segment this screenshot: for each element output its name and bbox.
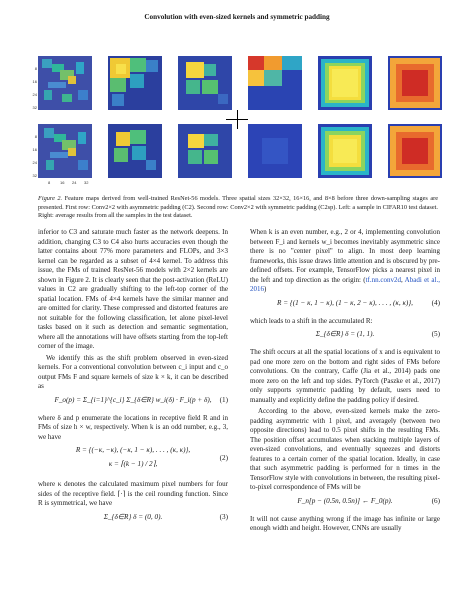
link-tf-conv2d[interactable]: tf.nn.conv2d [365,275,401,284]
equation-5: Σ_{δ∈R} δ = (1, 1). (5) [315,330,440,338]
left-column [38,228,228,531]
equation-2: R = {(−κ, −κ), (−κ, 1 − κ), . . . , (κ, κ)}, κ = ⌈(k − 1) / 2⌉, (2) [75,446,228,468]
figure-row-c2 [32,56,438,110]
paragraph: According to the above, even-sized kernels make the zero-padding asymmetric with 1 pixel, and averagely (between two opposite directions) lead to 0.5 pixel shifts in the resulting FMs. The position offset accumulates when stacking multiple layers of even-sized convolutions, and eventually squeezes and distorts features to a certain corner of the spatial location. Ideally, in case that such asymmetric padding is performed for n times in the TensorFlow style with convolutions in between, the resulting pixel-to-pixel correspondence of FMs will be [250,407,440,491]
figure-caption [38,195,438,221]
feature-map-panel [388,124,442,178]
caption-text: Feature maps derived from well-trained ResNet-56 models. Three spatial sizes 32×32, 16×16, and 8×8 before three down-sampling stages are presented. First row: Conv2×2 with asymmetric padding (C2). Second row: Conv2×2 with symmetric padding (C2sp). Left: a sample in CIFAR10 test dataset. Right: average results from all the samples in the test dataset. [38,195,439,220]
paragraph: which leads to a shift in the accumulated R: [250,316,373,325]
paragraph: We identify this as the shift problem observed in even-sized kernels. For a conventional convolution between c_i input and c_o output FMs F and square kernels of size k × k, it can be described as [38,353,228,390]
feature-map-panel [38,56,92,110]
equation-6: F_n[p − (0.5n, 0.5n)] ← F_0(p). (6) [297,496,440,505]
paragraph: where δ and p enumerate the locations in receptive field R and in FMs of size h × w, respectively. When k is an odd number, e.g., 3, we have [38,413,228,441]
paragraph: It will not cause anything wrong if the image has infinite or large enough width and height. However, CNNs are usually [250,514,440,532]
caption-label: Figure 2. [38,195,63,202]
link-abadi-citation[interactable]: Abadi et al., 2016 [250,275,440,293]
running-head: Convolution with even-sized kernels and symmetric padding [144,13,330,21]
feature-map-panel [318,124,372,178]
paragraph: where κ denotes the calculated maximum pixel numbers for four sides of the receptive field. ⌈·⌉ is the ceil rounding function. Since R is symmetrical, we have [38,480,228,507]
figure-row-c2sp [32,124,438,185]
feature-map-panel [178,56,232,110]
feature-map-panel [318,56,372,110]
feature-map-panel [178,124,232,178]
equation-3: Σ_{δ∈R} δ = (0, 0). (3) [103,512,228,521]
equation-4: R = {(1 − κ, 1 − κ), (1 − κ, 2 − κ), . . . , (κ, κ)}, (4) [277,298,440,307]
paragraph: When k is an even number, e.g., 2 or 4, implementing convolution between F_i and kernels w_i becomes inevitably asymmetric since there is no "center pixel" to align. In most deep learning frameworks, this issue draws little attention and is obscured by pre-defined offsets. For example, TensorFlow picks a nearest pixel in the left and top direction as the origin: (tf.nn.conv2d, Abadi et al., 2016) [250,228,440,293]
feature-map-panel [108,56,162,110]
feature-map-panel [248,56,302,110]
y-axis-ticks: 8 16 24 32 [32,66,37,110]
paragraph: The shift occurs at all the spatial locations of x and is equivalent to pad one more zero on the bottom and right sides of FMs before convolutions. On the contrary, Caffe (Jia et al., 2014) pads one more zero on the left and top sides. PyTorch (Paszke et al., 2017) only supports symmetric padding by default, users need to manually and explicitly define the padding policy if desired. [250,348,440,404]
feature-map-panel [248,124,302,178]
y-axis-ticks: 8 16 24 32 [32,134,37,178]
x-axis-ticks: 8 16 24 32 [48,180,89,185]
feature-map-panel [388,56,442,110]
feature-map-panel [38,124,92,178]
equation-1: F_o(p) = Σ_{i=1}^{c_i} Σ_{δ∈R} w_i(δ) · F_i(p + δ), (1) [54,395,228,404]
paragraph: inferior to C3 and saturate much faster as the network deepens. In addition, changing C3 to C4 also hurts accuracies even though the latter contains about 77% more parameters and FLOPs, and 3×3 kernel can be regarded as a subset of 4×4 kernel. To address this issue, the FMs of trained ResNet-56 models with 2×2 kernels are shown in Figure 2. It is clearly seen that the post-activation (ReLU) values in C2 are gradually shifting to the left-top corner of the spatial location. FMs of 4×4 kernels have the similar manner and are omitted for clarity. These compressed and distorted features are not suitable for the following classification, let alone pixel-level tasks based on it such as detection and semantic segmentation, where all the annotations will have offsets starting from the top-left corner of the image. [38,228,228,350]
feature-map-panel [108,124,162,178]
right-column [250,228,440,536]
